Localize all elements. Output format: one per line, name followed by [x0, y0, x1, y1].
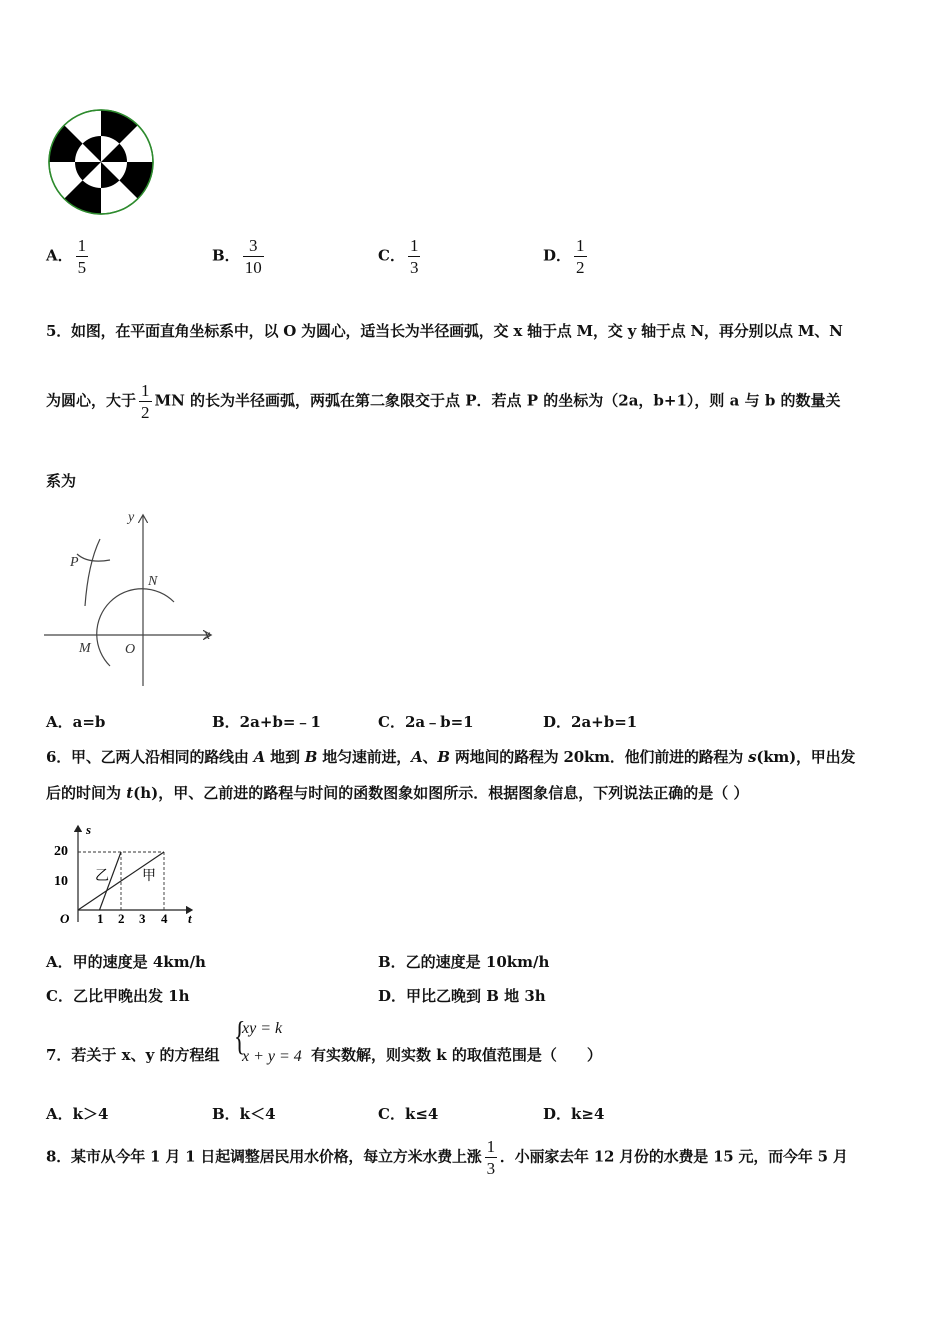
- chart-xtick-3: 3: [139, 911, 146, 926]
- q5-line2: 为圆心，大于 $\frac{1}{2}$ MN 的长为半径画弧，两弧在第二象限交于点 P．若点 P 的坐标为（2a，b+1），则 a 与 b 的数量关: [46, 381, 841, 422]
- chart-xtick-2: 2: [118, 911, 125, 926]
- brace-icon: {: [233, 1013, 246, 1058]
- q5-option-d: D．2a+b=1: [543, 713, 638, 731]
- chart-xtick-4: 4: [161, 911, 168, 926]
- q7-option-c: C．k≤4: [378, 1105, 439, 1123]
- q8-line1: 8．某市从今年 1 月 1 日起调整居民用水价格，每立方米水费上涨 $\frac{1}{3}$ ．小丽家去年 12 月份的水费是 15 元，而今年 5 月: [46, 1137, 848, 1178]
- q6-option-d: D．甲比乙晚到 B 地 3h: [378, 987, 546, 1005]
- arc-p2: [85, 539, 100, 606]
- q5-option-a: A．a=b: [46, 713, 106, 731]
- q7-eq1: xy = k: [242, 1020, 283, 1037]
- q6-line2: 后的时间为 t(h)，甲、乙前进的路程与时间的函数图象如图所示．根据图象信息，下列说法正确的是（ ）: [46, 784, 749, 802]
- chart-origin: O: [60, 911, 70, 926]
- q7-pre: 7．若关于 x、y 的方程组: [46, 1046, 220, 1064]
- q6-option-a: A．甲的速度是 4km/h: [46, 953, 206, 971]
- label-y: y: [128, 510, 135, 525]
- label-x: x: [204, 628, 211, 643]
- chart-xtick-1: 1: [97, 911, 104, 926]
- label-n: N: [148, 574, 158, 589]
- q5-option-b: B．2a+b=﹣1: [212, 713, 321, 731]
- q5-option-c: C．2a﹣b=1: [378, 713, 474, 731]
- q5-line1: 5．如图，在平面直角坐标系中，以 O 为圆心，适当长为半径画弧，交 x 轴于点 M，交 y 轴于点 N，再分别以点 M、N: [46, 322, 843, 340]
- q5-line3: 系为: [46, 472, 77, 490]
- chart-label-yi: 乙: [95, 869, 109, 884]
- q6-distance-time-chart: [50, 822, 200, 930]
- arc-mn: [97, 589, 174, 666]
- chart-xlabel: t: [188, 911, 192, 926]
- q4-option-a: A． $\frac{1}{5}$: [46, 236, 87, 277]
- chart-label-jia: 甲: [142, 869, 156, 884]
- q7-eq2: x + y = 4: [242, 1048, 302, 1065]
- q7-option-d: D．k≥4: [543, 1105, 605, 1123]
- label-p: P: [70, 555, 79, 570]
- q7-option-a: A．k＞4: [46, 1105, 109, 1123]
- label-o: O: [125, 642, 136, 657]
- q4-option-d: D． $\frac{1}{2}$: [543, 236, 585, 277]
- q6-option-c: C．乙比甲晚出发 1h: [46, 987, 190, 1005]
- q7-post: 有实数解，则实数 k 的取值范围是（ ）: [311, 1046, 602, 1064]
- q7-option-b: B．k＜4: [212, 1105, 276, 1123]
- circle-pattern-figure: [46, 108, 158, 220]
- q5-coordinate-figure: [40, 506, 220, 690]
- q6-option-b: B．乙的速度是 10km/h: [378, 953, 550, 971]
- chart-ytick-20: 20: [54, 844, 68, 859]
- label-m: M: [79, 641, 91, 656]
- q4-option-c: C． $\frac{1}{3}$: [378, 236, 419, 277]
- chart-ylabel: s: [86, 822, 92, 837]
- chart-ytick-10: 10: [54, 874, 68, 889]
- q4-option-b: B． $\frac{3}{10}$: [212, 236, 262, 277]
- q6-line1: 6．甲、乙两人沿相同的路线由 A 地到 B 地匀速前进，A、B 两地间的路程为 20km．他们前进的路程为 s(km)，甲出发: [46, 748, 856, 766]
